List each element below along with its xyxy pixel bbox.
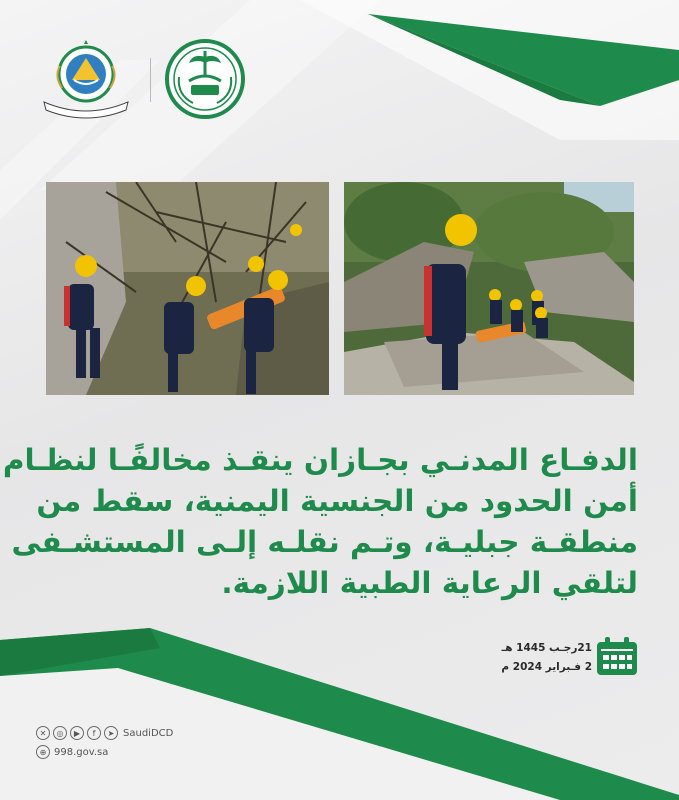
gregorian-date: 2 فـبراير 2024 م — [501, 661, 592, 673]
logo-separator — [150, 58, 151, 102]
headline-line: أمن الحدود من الجنسية اليمنية، سقط من — [36, 484, 638, 518]
social-links — [36, 724, 173, 742]
telegram-icon[interactable]: ➤ — [104, 726, 118, 740]
calendar-icon — [596, 636, 638, 676]
headline-line: لتلقي الرعاية الطبية اللازمة. — [221, 566, 638, 600]
x-icon[interactable]: ✕ — [36, 726, 50, 740]
website-url[interactable]: 998.gov.sa — [54, 746, 109, 758]
youtube-icon[interactable]: ▶ — [70, 726, 84, 740]
rescue-photo-2 — [344, 182, 634, 395]
headline-line: الدفـاع المدنـي بجـازان ينقـذ مخالفًـا لنظـام — [2, 443, 638, 477]
globe-icon: ⊕ — [36, 745, 50, 759]
civil-defense-logo — [38, 36, 134, 120]
facebook-icon[interactable]: f — [87, 726, 101, 740]
rescue-photo-1 — [46, 182, 329, 395]
instagram-icon[interactable]: ◎ — [53, 726, 67, 740]
hijri-date: 21رجـب 1445 هـ — [501, 642, 592, 654]
headline-line: منطقـة جبليـة، وتـم نقلـه إلـى المستشـفى — [11, 525, 638, 559]
social-handle[interactable]: SaudiDCD — [123, 727, 174, 739]
date-block — [498, 639, 592, 677]
headline — [2, 440, 638, 604]
website-link[interactable] — [36, 745, 108, 759]
ministry-logo — [163, 37, 247, 121]
